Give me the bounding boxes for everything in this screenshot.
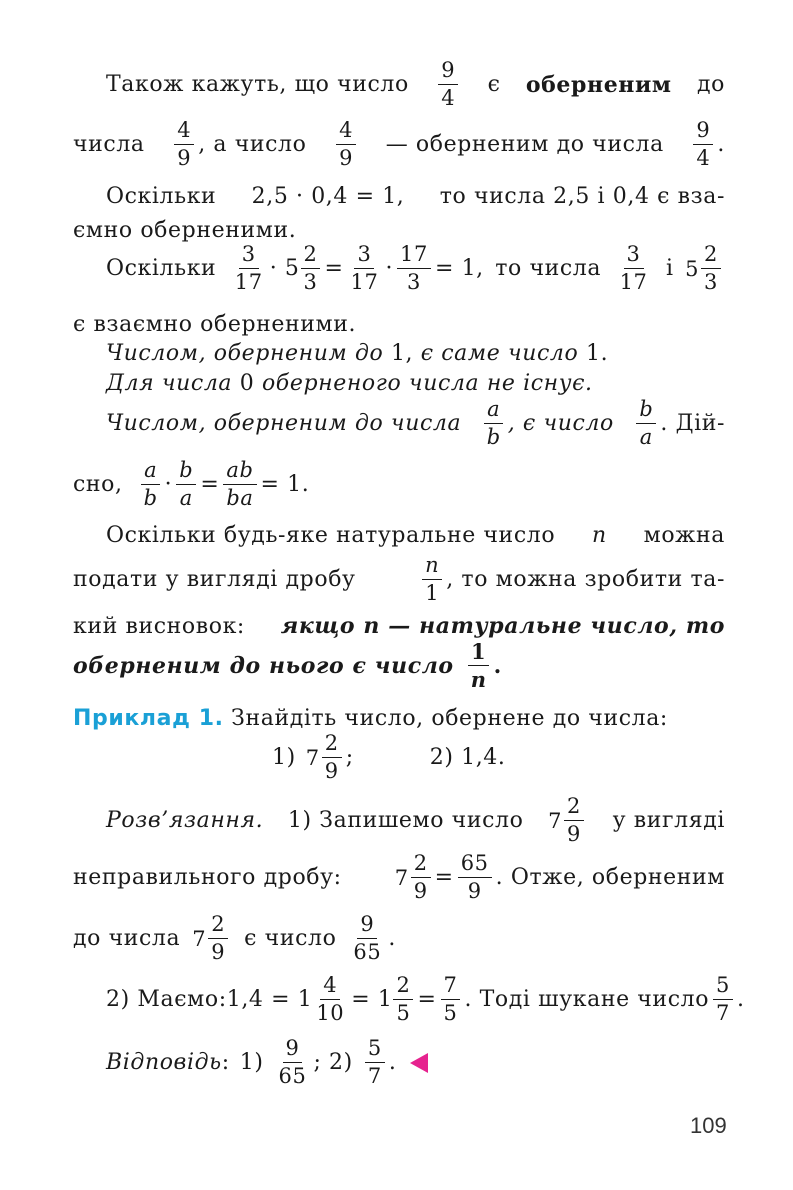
term-obernenym: оберненим (525, 71, 672, 98)
formula-decimal-product: 2,5 · 0,4 = 1, (251, 184, 405, 209)
fraction-a-b: a b (484, 399, 504, 448)
end-of-solution-triangle-icon (410, 1053, 428, 1073)
proof-a-b-product: сно, a b · $\frac{b}{a}$ = $\frac{ab}{ba}$ = 1. (73, 458, 310, 510)
para-conclusion: кий висновок: якщо n — натуральне число, то (73, 613, 725, 639)
fraction-3-17: 3 17 (619, 242, 648, 294)
formula-improper-fraction: 7 2 9 = $\frac{65}{9}$ . Отже, оберненим (394, 851, 725, 903)
para-reciprocal-line2: числа 4 9 , а число 4 9 — оберненим до числа 9 4 . (73, 118, 725, 170)
para-natural-number-line2: подати у вигляді дробу n 1 , то можна зробити та- (73, 553, 725, 605)
rule-reciprocal-a-b: Числом, оберненим до числа a b , є число b a . Дій- (106, 397, 725, 449)
para-decimal-example-end: ємно оберненими. (73, 218, 297, 243)
example-task: Знайдіть число, обернене до числа: (231, 706, 668, 731)
fraction-4-9-b: 4 9 (336, 120, 356, 169)
formula-fraction-product: 3 17 · 5 $\frac{2}{3}$ = $\frac{3}{17}$ · $\frac{17}{3}$ = 1, (234, 242, 484, 294)
formula-decimal-conversion: 1,4 = 1 $\frac{4}{10}$ = 1 $\frac{2}{5}$ = $\frac{7}{5}$ (227, 975, 465, 1024)
para-decimal-example: Оскільки 2,5 · 0,4 = 1, то числа 2,5 і 0,4 є вза- (106, 184, 725, 209)
solution-line2: неправильного дробу: 7 2 9 = $\frac{65}{9}$ . Отже, оберненим (73, 851, 725, 903)
fraction-9-4: 9 4 (438, 60, 458, 109)
rule-reciprocal-of-one: Числом, оберненим до 1, є саме число 1. (106, 341, 609, 366)
solution-part2: 2) Маємо: 1,4 = 1 $\frac{4}{10}$ = 1 $\frac{2}{5}$ = $\frac{7}{5}$ . Тоді шукане число 5 7 . (106, 973, 745, 1025)
answer-line: Відповідь : 1) 9 65 ; 2) 5 7 . (106, 1038, 725, 1087)
rule-zero-no-reciprocal: Для числа 0 оберненого числа не існує. (106, 371, 593, 396)
conclusion-rule: якщо n — натуральне число, то (280, 613, 725, 639)
mixed-7-2-9: 7 2 9 (306, 733, 346, 782)
example-heading (73, 706, 725, 731)
fraction-b-a: b a (636, 399, 656, 448)
answer-label: Відповідь (106, 1050, 222, 1075)
solution-line1: Розв’язання. 1) Запишемо число 7 2 9 у вигляді (106, 794, 725, 846)
example-label: Приклад 1. (73, 706, 224, 731)
para-natural-number: Оскільки будь-яке натуральне число n можна (106, 523, 725, 548)
mixed-5-2-3: 5 2 3 (685, 244, 725, 293)
solution-line3: до числа 7 2 9 є число 9 65 . (73, 912, 396, 964)
page-number: 109 (690, 1113, 727, 1138)
solution-label: Розв’язання. (106, 808, 264, 833)
fraction-9-4-b: 9 4 (693, 120, 713, 169)
para-conclusion-line2: оберненим до нього є число 1 n . (73, 639, 502, 692)
fraction-4-9: 4 9 (174, 120, 194, 169)
para-reciprocal-intro: Також кажуть, що число 9 4 є оберненим до (106, 58, 725, 110)
para-fraction-example-end: є взаємно оберненими. (73, 312, 357, 337)
fraction-n-1: n 1 (422, 555, 442, 604)
fraction-1-n: 1 n (468, 641, 490, 690)
example-items: 1) 7 2 9 ; 2) 1,4. (272, 731, 506, 783)
para-fraction-example: Оскільки 3 17 · 5 $\frac{2}{3}$ = $\frac{3}{17}$ · $\frac{17}{3}$ = 1, то числа 3 17 і 5 2 3 (106, 244, 725, 293)
